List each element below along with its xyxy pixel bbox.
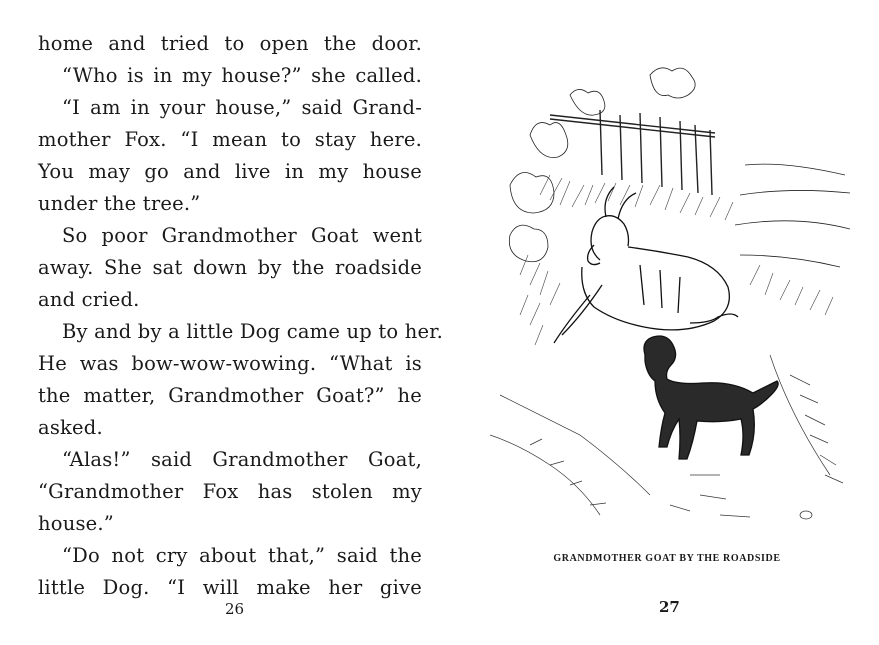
text-line: By and by a little Dog came up to her. xyxy=(62,320,443,343)
text-line: away. She sat down by the roadside xyxy=(38,256,422,279)
page-number: 26 xyxy=(225,600,245,618)
right-page xyxy=(440,0,879,645)
text-line: “Alas!” said Grandmother Goat, xyxy=(62,448,422,471)
text-line: the matter, Grandmother Goat?” he xyxy=(38,384,422,407)
text-line: “Grandmother Fox has stolen my xyxy=(38,480,422,503)
text-line: mother Fox. “I mean to stay here. xyxy=(38,128,422,151)
text-line: and cried. xyxy=(38,288,140,311)
text-line: home and tried to open the door. xyxy=(38,32,422,55)
dog xyxy=(644,336,778,459)
fence xyxy=(550,110,715,195)
goat-and-dog-illustration xyxy=(490,55,860,535)
text-line: “Do not cry about that,” said the xyxy=(62,544,422,567)
story-text xyxy=(38,28,443,604)
text-line: You may go and live in my house xyxy=(38,160,422,183)
text-line: house.” xyxy=(38,512,114,535)
goat xyxy=(554,187,738,343)
text-line: little Dog. “I will make her give xyxy=(38,576,422,599)
text-line: So poor Grandmother Goat went xyxy=(62,224,422,247)
text-line: “I am in your house,” said Grand- xyxy=(62,96,422,119)
foliage xyxy=(509,68,850,267)
text-line: under the tree.” xyxy=(38,192,201,215)
text-line: asked. xyxy=(38,416,103,439)
hedge xyxy=(520,175,833,345)
page-number: 27 xyxy=(659,598,680,616)
illustration-caption: GRANDMOTHER GOAT BY THE ROADSIDE xyxy=(553,553,781,564)
text-line: He was bow-wow-wowing. “What is xyxy=(38,352,422,375)
text-line: “Who is in my house?” she called. xyxy=(62,64,422,87)
